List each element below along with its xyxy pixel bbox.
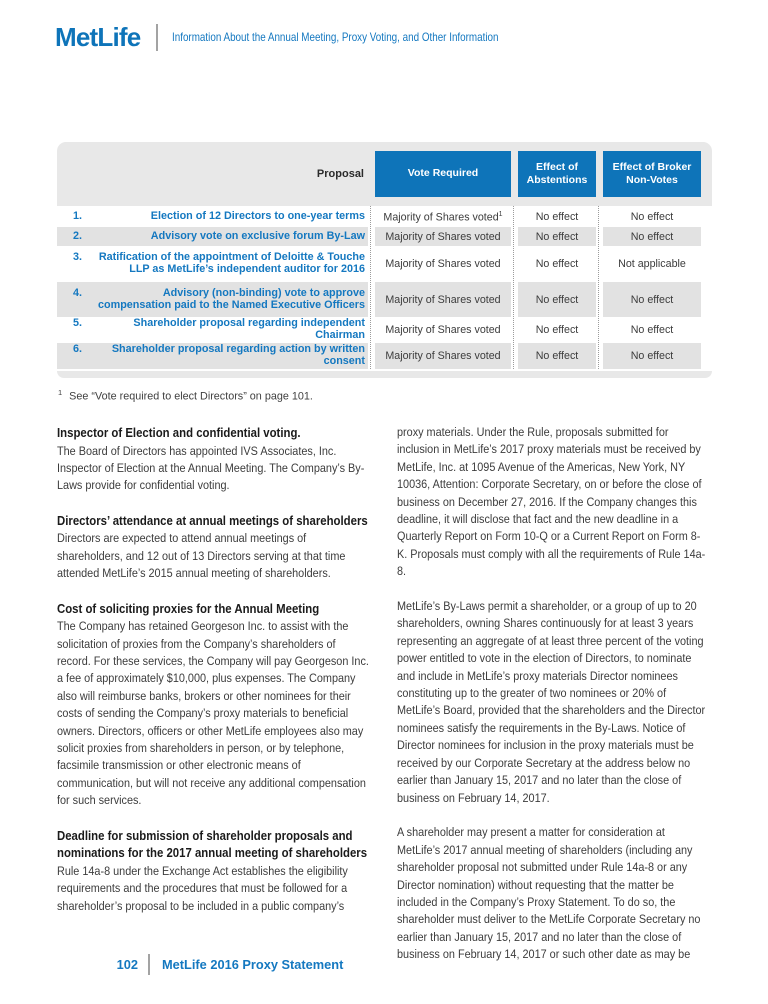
- vote-required-cell: Majority of Shares voted: [375, 282, 511, 317]
- column-separator: [370, 206, 371, 369]
- proposal-number: 6.: [73, 343, 83, 356]
- footnote-text: See “Vote required to elect Directors” on page 101.: [69, 390, 313, 403]
- table-row: [57, 343, 712, 369]
- effect-of-abstentions-cell: No effect: [535, 258, 579, 270]
- column-separator: [513, 206, 514, 369]
- section-heading: Inspector of Election and confidential voting.: [57, 425, 301, 440]
- proposal-number: 1.: [73, 209, 83, 222]
- effect-of-broker-non-votes-cell: Not applicable: [618, 258, 686, 270]
- section-heading: Cost of soliciting proxies for the Annual Meeting: [57, 600, 320, 616]
- body-paragraph: MetLife’s By-Laws permit a shareholder, or a group of up to 20 shareholders, owning Shares continuously for at least 3 years representing an aggregate of at least three percent of the voting power entitled to vote in the election of Directors, to nominate and include in MetLife’s proxy materials Director nominees constituting up to the greater of two nominees or 20% of MetLife’s Board, provided that the shareholders and the Director nominees satisfy the requirements in the By-Laws. Notice of Director nominees for inclusion in the proxy materials must be received by our Corporate Secretary at the address below no earlier than January 15, 2017 and no later than the close of business on February 14, 2017.: [397, 599, 706, 805]
- proposal-title: Shareholder proposal regarding action by written consent: [111, 343, 365, 367]
- section-paragraph: Rule 14a-8 under the Exchange Act establishes the eligibility requirements and the procedures that must be followed for a shareholder’s proposal to be included in a public company’s: [57, 863, 348, 913]
- proposal-cell: [57, 227, 368, 246]
- effect-of-broker-non-votes-cell: No effect: [630, 210, 674, 223]
- effect-of-abstentions-cell: No effect: [518, 227, 596, 246]
- effect-of-broker-non-votes-cell: No effect: [630, 324, 674, 336]
- effect-of-abstentions-cell: No effect: [518, 343, 596, 369]
- table-header-row: [57, 142, 712, 206]
- page-footer: [55, 954, 343, 975]
- footnote-marker: 1: [58, 388, 63, 397]
- table-row: [57, 282, 712, 317]
- table-row: [57, 246, 712, 282]
- effect-of-broker-non-votes-cell: No effect: [603, 282, 701, 317]
- proposal-number: 5.: [73, 317, 83, 330]
- footer-divider: [148, 954, 150, 975]
- proposal-title: Advisory vote on exclusive forum By-Law: [150, 229, 365, 242]
- right-text-column: [397, 424, 711, 981]
- section-heading: Deadline for submission of shareholder proposals and nominations for the 2017 annual meeting of shareholders: [57, 827, 368, 861]
- section-heading: Directors’ attendance at annual meetings of shareholders: [57, 512, 368, 528]
- section-paragraph: The Board of Directors has appointed IVS Associates, Inc. Inspector of Election at the Annual Meeting. The Company’s By-Laws provide for confidential voting.: [57, 443, 365, 493]
- proposal-cell: [57, 317, 368, 343]
- column-separator: [598, 206, 599, 369]
- vote-required-cell: Majority of Shares voted: [385, 258, 501, 270]
- effect-of-abstentions-cell: No effect: [518, 282, 596, 317]
- table-body: [57, 206, 712, 369]
- proposal-title: Ratification of the appointment of Deloitte & Touche LLP as MetLife’s independent auditor for 2016: [98, 251, 365, 275]
- table-footnote: [58, 388, 313, 403]
- table-row: [57, 227, 712, 246]
- proposal-title: Election of 12 Directors to one-year terms: [150, 209, 365, 222]
- proposal-title: Shareholder proposal regarding independent Chairman: [133, 317, 365, 341]
- table-bottom-band: [57, 371, 712, 378]
- proposal-cell: [57, 246, 368, 282]
- effect-of-broker-non-votes-cell: No effect: [603, 343, 701, 369]
- header-divider: [156, 24, 158, 51]
- column-header-effect-of-broker-non-votes: Effect of Broker Non-Votes: [603, 151, 701, 197]
- vote-required-cell: Majority of Shares voted: [375, 343, 511, 369]
- body-paragraph: proxy materials. Under the Rule, proposals submitted for inclusion in MetLife’s 2017 proxy materials must be received by MetLife, Inc. at 1095 Avenue of the Americas, New York, NY 10036, Attention: Corporate Secretary, on or before the close of business on December 27, 2016. If the Company changes this deadline, it will disclose that fact and the new deadline in a Quarterly Report on Form 10-Q or a Current Report on Form 8-K. Proposals must comply with all the requirements of Rule 14a-8.: [397, 425, 706, 579]
- section-paragraph: Directors are expected to attend annual meetings of shareholders, and 12 out of 13 Directors serving at that time attended MetLife’s 2015 annual meeting of shareholders.: [57, 531, 346, 581]
- proposal-cell: [57, 343, 368, 369]
- proposal-title: Advisory (non-binding) vote to approve compensation paid to the Named Executive Officers: [98, 286, 365, 311]
- vote-required-cell: Majority of Shares voted: [385, 324, 501, 336]
- vote-required-cell: Majority of Shares voted: [375, 227, 511, 246]
- column-header-vote-required: Vote Required: [375, 151, 511, 197]
- vote-required-cell: Majority of Shares voted$^1$: [383, 211, 503, 224]
- effect-of-abstentions-cell: No effect: [535, 324, 579, 336]
- table-row: [57, 206, 712, 227]
- proposal-number: 4.: [73, 286, 83, 299]
- page-header: [55, 22, 557, 53]
- proposal-number: 3.: [73, 251, 83, 264]
- effect-of-abstentions-cell: No effect: [535, 210, 579, 223]
- footer-title: MetLife 2016 Proxy Statement: [162, 957, 344, 972]
- column-header-proposal: Proposal: [316, 168, 364, 180]
- effect-of-broker-non-votes-cell: No effect: [603, 227, 701, 246]
- table-row: [57, 317, 712, 343]
- proposal-cell: [57, 206, 368, 227]
- left-text-column: [57, 424, 371, 915]
- section-paragraph: The Company has retained Georgeson Inc. to assist with the solicitation of proxies from the Company’s shareholders of record. For these services, the Company will pay Georgeson Inc. a fee of approximately $10,000, plus expenses. The Company also will reimburse banks, brokers or other nominees for their costs of sending the Company’s proxy materials to beneficial owners. Directors, officers or other MetLife employees also may solicit proxies from shareholders in person, or by telephone, facsimile transmission or other electronic means of communication, but will not receive any additional compensation for such services.: [57, 619, 369, 808]
- body-paragraph: A shareholder may present a matter for consideration at MetLife’s 2017 annual meeting of shareholders (including any shareholder proposal not submitted under Rule 14a-8 or any Director nomination) without requesting that the matter be included in the Company’s Proxy Statement. To do so, the shareholder must deliver to the MetLife Corporate Secretary no earlier than January 15, 2017 and no later than the close of business on February 14, 2017 or such other date as may be: [397, 825, 701, 962]
- header-subtitle: Information About the Annual Meeting, Proxy Voting, and Other Information: [172, 31, 499, 44]
- column-header-effect-of-abstentions: Effect of Abstentions: [518, 151, 596, 197]
- proposal-cell: [57, 282, 368, 317]
- metlife-logo: MetLife: [55, 22, 141, 52]
- proposals-table: [57, 142, 712, 378]
- page-number: 102: [116, 957, 138, 972]
- proposal-number: 2.: [73, 229, 83, 242]
